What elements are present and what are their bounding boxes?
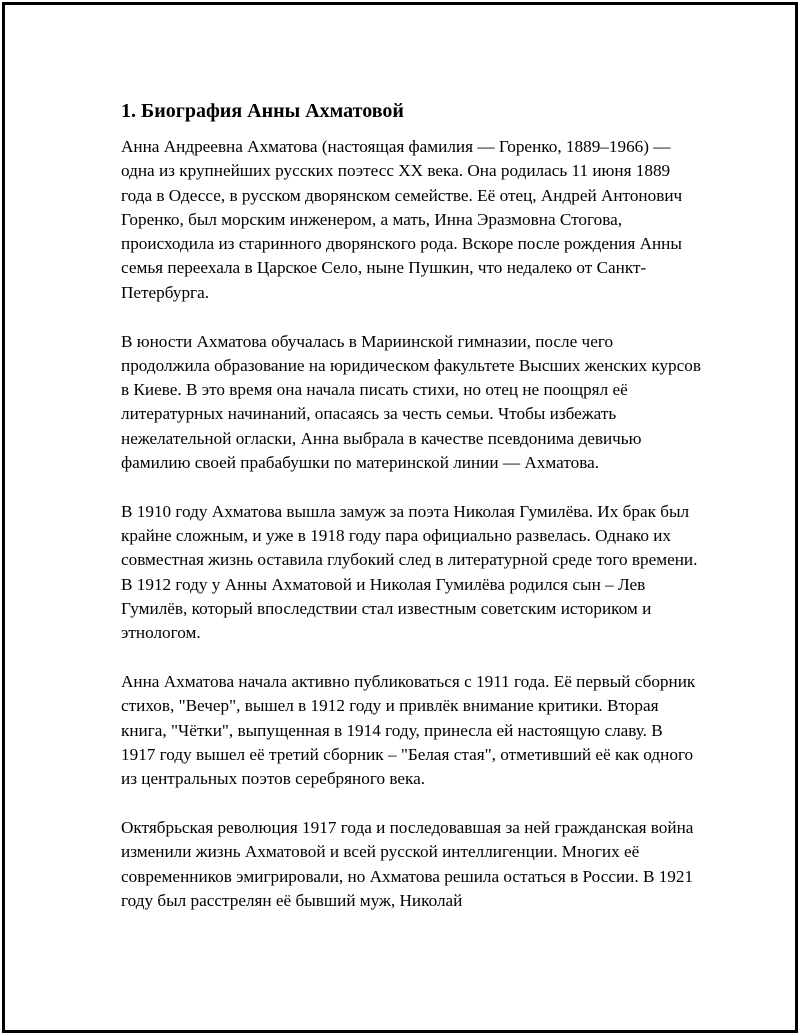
paragraph-revolution: Октябрьская революция 1917 года и последовавшая за ней гражданская война изменили жизнь Ахматовой и всей русской интеллигенции. Многих её современников эмигрировали, но Ахматова решила остаться в России. В 1921 году был расстрелян её бывший муж, Николай [121, 818, 694, 911]
paragraph-marriage: В 1910 году Ахматова вышла замуж за поэта Николая Гумилёва. Их брак был крайне сложным, и уже в 1918 году пара официально развелась. Однако их совместная жизнь оставила глубокий след в литературной среде того времени. В 1912 году у Анны Ахматовой и Николая Гумилёва родился сын – Лев Гумилёв, который впоследствии стал известным советским историком и этнологом. [121, 501, 698, 643]
page-frame [2, 2, 798, 1033]
paragraph-youth: В юности Ахматова обучалась в Мариинской гимназии, после чего продолжила образование на юридическом факультете Высших женских курсов в Киеве. В это время она начала писать стихи, но отец не поощрял её литературных начинаний, опасаясь за честь семьи. Чтобы избежать нежелательной огласки, Анна выбрала в качестве псевдонима девичью фамилию своей прабабушки по материнской линии — Ахматова. [121, 331, 701, 473]
paragraph-early-life: Анна Андреевна Ахматова (настоящая фамилия — Горенко, 1889–1966) — одна из крупнейших русских поэтесс XX века. Она родилась 11 июня 1889 года в Одессе, в русском дворянском семействе. Её отец, Андрей Антонович Горенко, был морским инженером, а мать, Инна Эразмовна Стогова, происходила из старинного дворянского рода. Вскоре после рождения Анны семья переехала в Царское Село, ныне Пушкин, что недалеко от Санкт-Петербурга. [121, 137, 683, 302]
paragraph-publications: Анна Ахматова начала активно публиковаться с 1911 года. Её первый сборник стихов, "Вечер", вышел в 1912 году и привлёк внимание критики. Вторая книга, "Чётки", выпущенная в 1914 году, принесла ей настоящую славу. В 1917 году вышел её третий сборник – "Белая стая", отметивший её как одного из центральных поэтов серебряного века. [121, 672, 696, 789]
document-body [121, 97, 701, 938]
section-heading: 1. Биография Анны Ахматовой [121, 100, 404, 122]
